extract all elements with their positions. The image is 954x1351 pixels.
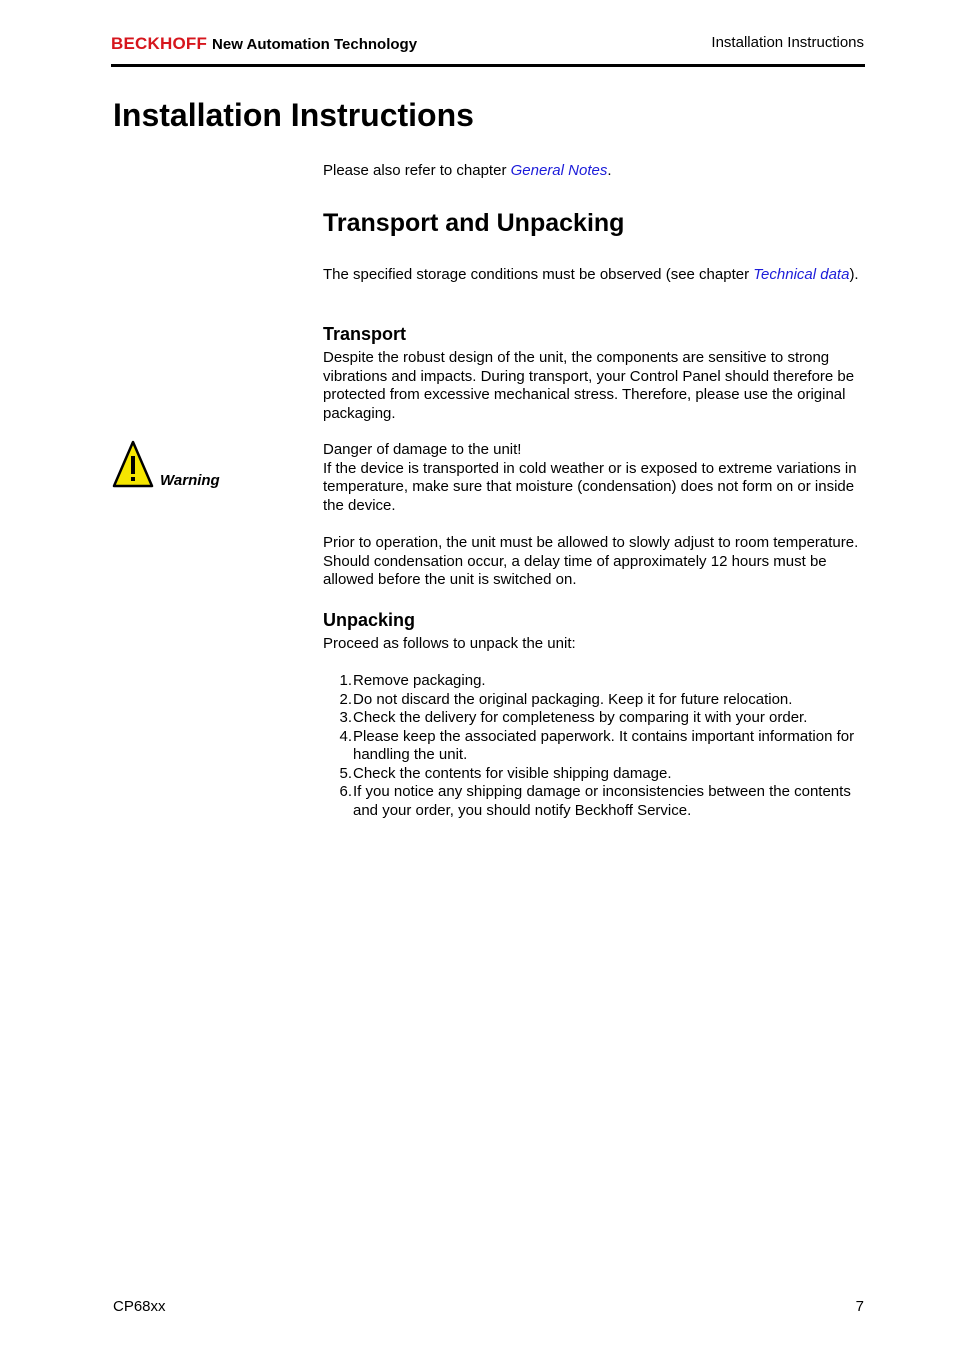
warning-line-1: Danger of damage to the unit!: [323, 441, 522, 458]
header-section-label: Installation Instructions: [711, 34, 864, 51]
page-title: Installation Instructions: [113, 97, 474, 133]
brand-logo: [111, 34, 417, 54]
footer-product: CP68xx: [113, 1298, 166, 1315]
list-item: [323, 783, 863, 820]
warning-label: Warning: [160, 472, 220, 489]
page-header: [111, 30, 865, 67]
step-number: 5.: [339, 764, 352, 782]
list-item: [323, 709, 863, 728]
step-text: Check the delivery for completeness by comparing it with your order.: [353, 709, 808, 726]
storage-paragraph: [323, 266, 863, 285]
transport-paragraph: Despite the robust design of the unit, the components are sensitive to strong vibrations and impacts. During transport, your Control Panel should therefore be protected from excessive mechanical stress. Therefore, please use the original packaging.: [323, 349, 855, 422]
footer-page-number: 7: [855, 1298, 864, 1315]
step-text: Do not discard the original packaging. Keep it for future relocation.: [353, 690, 793, 708]
subsection-title-transport: Transport: [323, 324, 407, 344]
lead-text: Please also refer to chapter: [323, 162, 511, 179]
list-item: [323, 728, 863, 765]
subsection-title-unpacking: Unpacking: [323, 610, 416, 630]
unpacking-steps: [323, 672, 863, 820]
lead-paragraph: [323, 162, 863, 181]
step-number: 3.: [339, 709, 352, 726]
brand-mark: BECKHOFF: [111, 34, 208, 53]
technical-data-link[interactable]: Technical data: [753, 266, 850, 283]
brand-tagline: New Automation Technology: [212, 36, 418, 53]
step-text: Remove packaging.: [353, 672, 486, 689]
prior-paragraph: Prior to operation, the unit must be allowed to slowly adjust to room temperature. Should condensation occur, a delay time of approximately 12 hours must be allowed before the unit is switched on.: [323, 534, 859, 588]
section-title-transport-unpacking: Transport and Unpacking: [323, 209, 625, 237]
step-number: 6.: [339, 783, 352, 800]
step-number: 4.: [339, 727, 352, 745]
list-item: [323, 691, 863, 710]
list-item: [323, 672, 863, 691]
unpacking-intro: Proceed as follows to unpack the unit:: [323, 635, 576, 652]
warning-text: [323, 441, 863, 515]
step-text: Check the contents for visible shipping damage.: [353, 764, 672, 782]
step-text: If you notice any shipping damage or inconsistencies between the contents and your order, you should notify Beckhoff Service.: [353, 783, 851, 819]
list-item: [323, 765, 863, 784]
warning-callout: [112, 440, 262, 490]
step-text: Please keep the associated paperwork. It contains important information for handling the unit.: [353, 727, 855, 763]
step-number: 2.: [339, 690, 352, 708]
warning-line-2: If the device is transported in cold weather or is exposed to extreme variations in temperature, make sure that moisture (condensation) does not form on or inside the device.: [323, 459, 857, 514]
lead-end: .: [607, 162, 612, 179]
warning-triangle-icon: [112, 440, 154, 488]
storage-text: The specified storage conditions must be observed (see chapter: [323, 266, 754, 283]
general-notes-link[interactable]: General Notes: [510, 162, 608, 179]
storage-end: ).: [849, 266, 859, 283]
step-number: 1.: [339, 672, 352, 689]
